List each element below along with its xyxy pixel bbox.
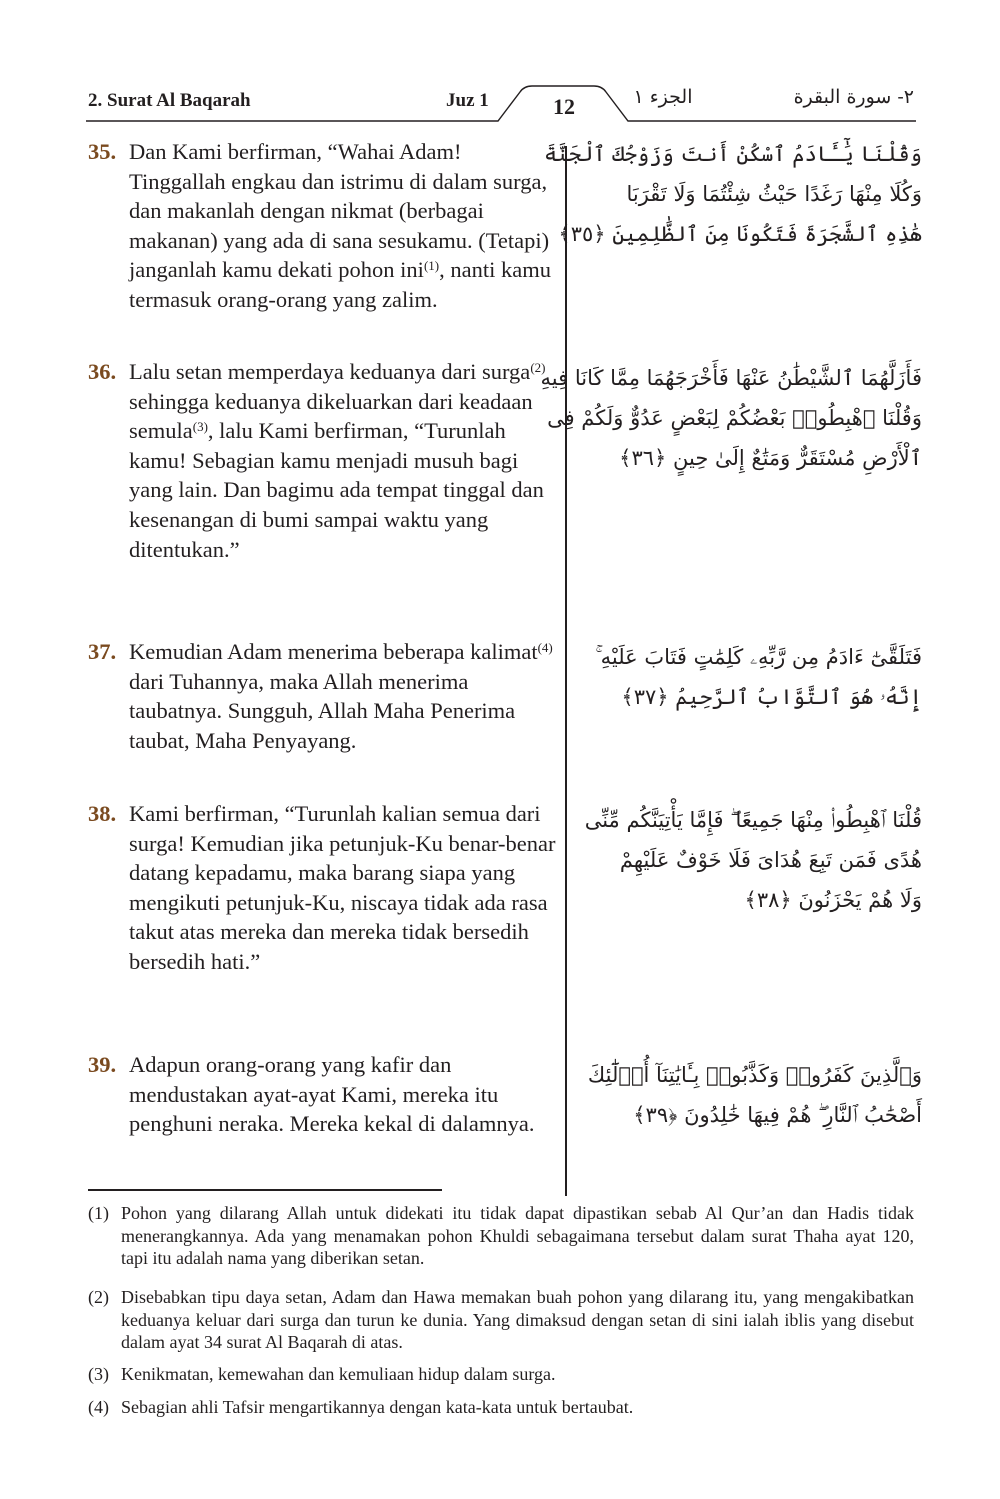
page-number: 12	[553, 94, 575, 119]
verse-text: Dan Kami berfirman, “Wahai Adam! Tinggallah engkau dan istrimu di dalam surga, dan makanlah dengan nikmat (berbagai makanan) yang ada di sana sesukamu. (Tetapi) janganlah kamu dekati pohon ini	[129, 139, 550, 283]
arabic-line: فَأَزَلَّهُمَا ٱلشَّيْطَٰنُ عَنْهَا فَأَخْرَجَهُمَا مِمَّا كَانَا فِيهِ	[540, 366, 922, 390]
juz-label-latin: Juz 1	[446, 90, 489, 111]
footnote-1	[88, 1202, 914, 1270]
arabic-line: إِنَّهُۥ هُوَ ٱلتَّوَّابُ ٱلرَّحِيمُ ﴿٣٧﴾	[621, 685, 922, 709]
footnote-number: (3)	[88, 1364, 109, 1384]
surah-title-arabic: ٢- سورة البقرة	[793, 86, 914, 108]
verse-number: 36.	[88, 359, 117, 384]
footnote-number: (1)	[88, 1203, 109, 1223]
footnote-3	[88, 1363, 914, 1386]
verse-39-translation	[88, 1050, 558, 1139]
footnote-text: Sebagian ahli Tafsir mengartikannya dengan kata-kata untuk bertaubat.	[121, 1397, 634, 1417]
verse-36-translation	[88, 357, 558, 564]
verse-35-translation	[88, 137, 558, 315]
arabic-line: وَٱلَّذِينَ كَفَرُوا۟ وَكَذَّبُوا۟ بِـَٔايَٰتِنَآ أُو۟لَٰٓئِكَ	[587, 1063, 922, 1087]
footnote-number: (2)	[88, 1287, 109, 1307]
footnote-text: Disebabkan tipu daya setan, Adam dan Hawa memakan buah pohon yang dilarang itu, yang mengakibatkan keduanya keluar dari surga dan turun ke dunia. Yang dimaksud dengan setan di sini ialah iblis yang disebut dalam ayat 34 surat Al Baqarah di atas.	[121, 1287, 914, 1352]
footnote-ref: (1)	[423, 258, 440, 274]
verse-39-arabic	[587, 1055, 922, 1135]
verse-text: Lalu setan memperdaya keduanya dari surga	[129, 359, 531, 384]
verse-text: , nanti kamu termasuk orang-orang yang zalim.	[129, 257, 551, 312]
arabic-line: وَلَا هُمْ يَحْزَنُونَ ﴿٣٨﴾	[744, 888, 922, 912]
verse-text: sehingga keduanya dikeluarkan dari keadaan semula	[129, 388, 533, 444]
footnote-4	[88, 1396, 914, 1419]
page-header	[0, 0, 1000, 130]
arabic-line: هَٰذِهِ ٱلشَّجَرَةَ فَتَكُونَا مِنَ ٱلظَّٰلِمِينَ ﴿٣٥﴾	[558, 222, 922, 246]
arabic-line: وَقُلْنَا يَٰٓـَٔادَمُ ٱسْكُنْ أَنتَ وَزَوْجُكَ ٱلْجَنَّةَ	[544, 142, 922, 166]
verse-35-arabic	[544, 134, 922, 254]
verse-number: 35.	[88, 139, 117, 164]
verse-number: 37.	[88, 639, 117, 664]
arabic-line: وَكُلَا مِنْهَا رَغَدًا حَيْثُ شِئْتُمَا وَلَا تَقْرَبَا	[626, 182, 922, 206]
arabic-line: وَقُلْنَا ٱهْبِطُوا۟ بَعْضُكُمْ لِبَعْضٍ عَدُوٌّ وَلَكُمْ فِى	[547, 406, 922, 430]
arabic-line: فَتَلَقَّىٰٓ ءَادَمُ مِن رَّبِّهِۦ كَلِمَٰتٍ فَتَابَ عَلَيْهِ ۚ	[595, 645, 922, 669]
footnote-ref: (3)	[192, 419, 208, 435]
column-divider	[565, 146, 567, 1196]
juz-label-arabic: الجزء ١	[633, 86, 693, 108]
footnote-text: Pohon yang dilarang Allah untuk didekati itu tidak dapat dipastikan sebab Al Qur’an dan Hadis tidak menerangkannya. Ada yang menamakan pohon Khuldi sebagaimana tersebut dalam surat Thaha ayat 120, tapi itu adalah nama yang diberikan setan.	[121, 1203, 914, 1268]
verse-37-translation	[88, 637, 558, 755]
footnote-divider	[88, 1189, 442, 1191]
verse-36-arabic	[540, 358, 922, 478]
arabic-line: ٱلْأَرْضِ مُسْتَقَرٌّ وَمَتَٰعٌ إِلَىٰ حِينٍ ﴿٣٦﴾	[619, 446, 922, 470]
footnote-2	[88, 1286, 914, 1354]
footnote-text: Kenikmatan, kemewahan dan kemuliaan hidup dalam surga.	[121, 1364, 556, 1384]
verse-text: Kami berfirman, “Turunlah kalian semua dari surga! Kemudian jika petunjuk-Ku benar-benar datang kepadamu, maka barang siapa yang mengikuti petunjuk-Ku, niscaya tidak ada rasa takut atas mereka dan mereka tidak bersedih bersedih hati.”	[129, 801, 556, 974]
arabic-line: قُلْنَا ٱهْبِطُوا۟ مِنْهَا جَمِيعًا ۖ فَإِمَّا يَأْتِيَنَّكُم مِّنِّى	[584, 808, 922, 832]
footnote-number: (4)	[88, 1397, 109, 1417]
footnote-ref: (4)	[537, 640, 553, 655]
verse-number: 39.	[88, 1052, 117, 1077]
arabic-line: أَصْحَٰبُ ٱلنَّارِ ۖ هُمْ فِيهَا خَٰلِدُونَ ﴿٣٩﴾	[633, 1103, 922, 1127]
verse-text: , lalu Kami berfirman, “Turunlah kamu! Sebagian kamu menjadi musuh bagi yang lain. Dan bagimu ada tempat tinggal dan kesenangan di bumi sampai waktu yang ditentukan.”	[129, 418, 544, 562]
verse-38-arabic	[584, 800, 922, 920]
footnote-ref: (2)	[530, 360, 546, 375]
verse-number: 38.	[88, 801, 117, 826]
verse-text: Kemudian Adam menerima beberapa kalimat	[129, 639, 538, 664]
verse-37-arabic	[590, 637, 922, 717]
arabic-line: هُدًى فَمَن تَبِعَ هُدَاىَ فَلَا خَوْفٌ عَلَيْهِمْ	[619, 848, 922, 872]
verse-38-translation	[88, 799, 558, 977]
surah-title-latin: 2. Surat Al Baqarah	[88, 90, 251, 111]
verse-text: Adapun orang-orang yang kafir dan mendustakan ayat-ayat Kami, mereka itu penghuni neraka. Mereka kekal di dalamnya.	[129, 1052, 535, 1137]
verse-text: dari Tuhannya, maka Allah menerima taubatnya. Sungguh, Allah Maha Penerima taubat, Maha Penyayang.	[129, 668, 516, 753]
